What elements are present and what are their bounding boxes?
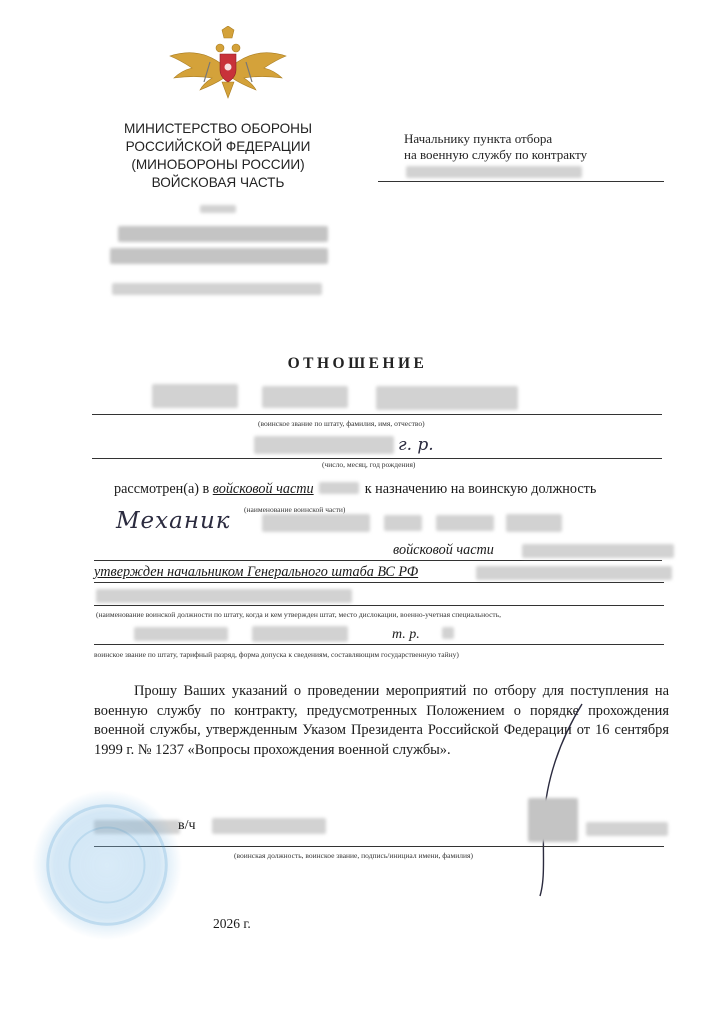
redacted-unit-address-line-3: [112, 283, 322, 295]
redacted-signature: [528, 798, 578, 842]
rank-tariff-line: [94, 644, 664, 645]
redacted-position-1: [262, 514, 370, 532]
rank-name-line: [92, 414, 662, 415]
org-line-ministry: МИНИСТЕРСТВО ОБОРОНЫ: [123, 121, 313, 136]
position-caption: (наименование воинской части): [244, 505, 346, 514]
signature-caption: (воинская должность, воинское звание, подпись/инициал имени, фамилия): [234, 851, 473, 860]
addressee-line-1: Начальнику пункта отбора: [404, 131, 553, 146]
birth-suffix: г. р.: [398, 435, 434, 455]
addressee-underline: [378, 181, 664, 182]
tr-suffix: т. р.: [392, 627, 420, 642]
org-line-abbrev: (МИНОБОРОНЫ РОССИИ): [131, 157, 305, 172]
location-line: [94, 605, 664, 606]
considered-sentence: [114, 481, 596, 498]
redacted-unit-number-2: [319, 482, 359, 494]
redacted-unit-number-4: [212, 818, 326, 834]
redacted-position-3: [436, 515, 494, 531]
addressee-line-2: на военную службу по контракту: [404, 147, 588, 162]
redacted-approval-details: [476, 566, 672, 580]
request-paragraph: Прошу Ваших указаний о проведении мероприятий по отбору для поступления на военную службу по контракту, предусмотренных Положением о порядке прохождения военной службы, утвержденным Указом Президента Российской Федерации от 16 сентября 1999 г. № 1237 «Вопросы прохождения военной службы».: [94, 683, 669, 758]
redacted-unit-address-line-2: [110, 248, 328, 264]
approved-text: утвержден начальником Генерального штаба ВС РФ: [94, 564, 419, 580]
redacted-rank-name-1: [152, 384, 238, 408]
organization-header: [98, 120, 338, 192]
redacted-tariff-level: [442, 627, 454, 639]
considered-unit: войсковой части: [212, 481, 314, 497]
redacted-unit-address-line-1: [118, 226, 328, 242]
org-line-federation: РОССИЙСКОЙ ФЕДЕРАЦИИ: [125, 139, 311, 154]
signature-prefix: в/ч: [178, 818, 196, 833]
approval-line: [94, 582, 664, 583]
org-line-unit: ВОЙСКОВАЯ ЧАСТЬ: [151, 175, 285, 190]
redacted-signatory-name: [586, 822, 668, 836]
redacted-unit-number: [200, 205, 236, 213]
redacted-birth-date: [254, 436, 394, 454]
rank-tariff-caption: воинское звание по штату, тарифный разряд, форма допуска к сведениям, составляющим государственную тайну): [94, 650, 459, 659]
document-title: ОТНОШЕНИЕ: [287, 355, 428, 372]
redacted-rank-name-3: [376, 386, 518, 410]
redacted-position-4: [506, 514, 562, 532]
round-seal-stamp: [28, 786, 186, 944]
position-handwritten: Механик: [116, 508, 231, 534]
birth-date-caption: (число, месяц, год рождения): [322, 460, 416, 469]
considered-prefix: рассмотрен(а) в: [114, 481, 210, 497]
double-headed-eagle-emblem: [164, 26, 292, 100]
redacted-addressee-name: [406, 166, 582, 178]
birth-date-line: [92, 458, 662, 459]
considered-suffix: к назначению на воинскую должность: [364, 481, 597, 497]
unit-label: войсковой части: [393, 542, 494, 558]
date-year: 2026 г.: [213, 916, 251, 931]
details-caption: (наименование воинской должности по штату, когда и кем утвержден штат, место дислокации, военно-учетная специальность,: [96, 610, 502, 619]
redacted-position-2: [384, 515, 422, 531]
redacted-location: [96, 589, 352, 603]
redacted-unit-number-3: [522, 544, 674, 558]
redacted-rank-tariff-1: [134, 627, 228, 641]
redacted-rank-tariff-2: [252, 626, 348, 642]
addressee-block: [404, 131, 664, 163]
position-line: [94, 560, 662, 561]
redacted-rank-name-2: [262, 386, 348, 408]
rank-name-caption: (воинское звание по штату, фамилия, имя, отчество): [258, 419, 425, 428]
